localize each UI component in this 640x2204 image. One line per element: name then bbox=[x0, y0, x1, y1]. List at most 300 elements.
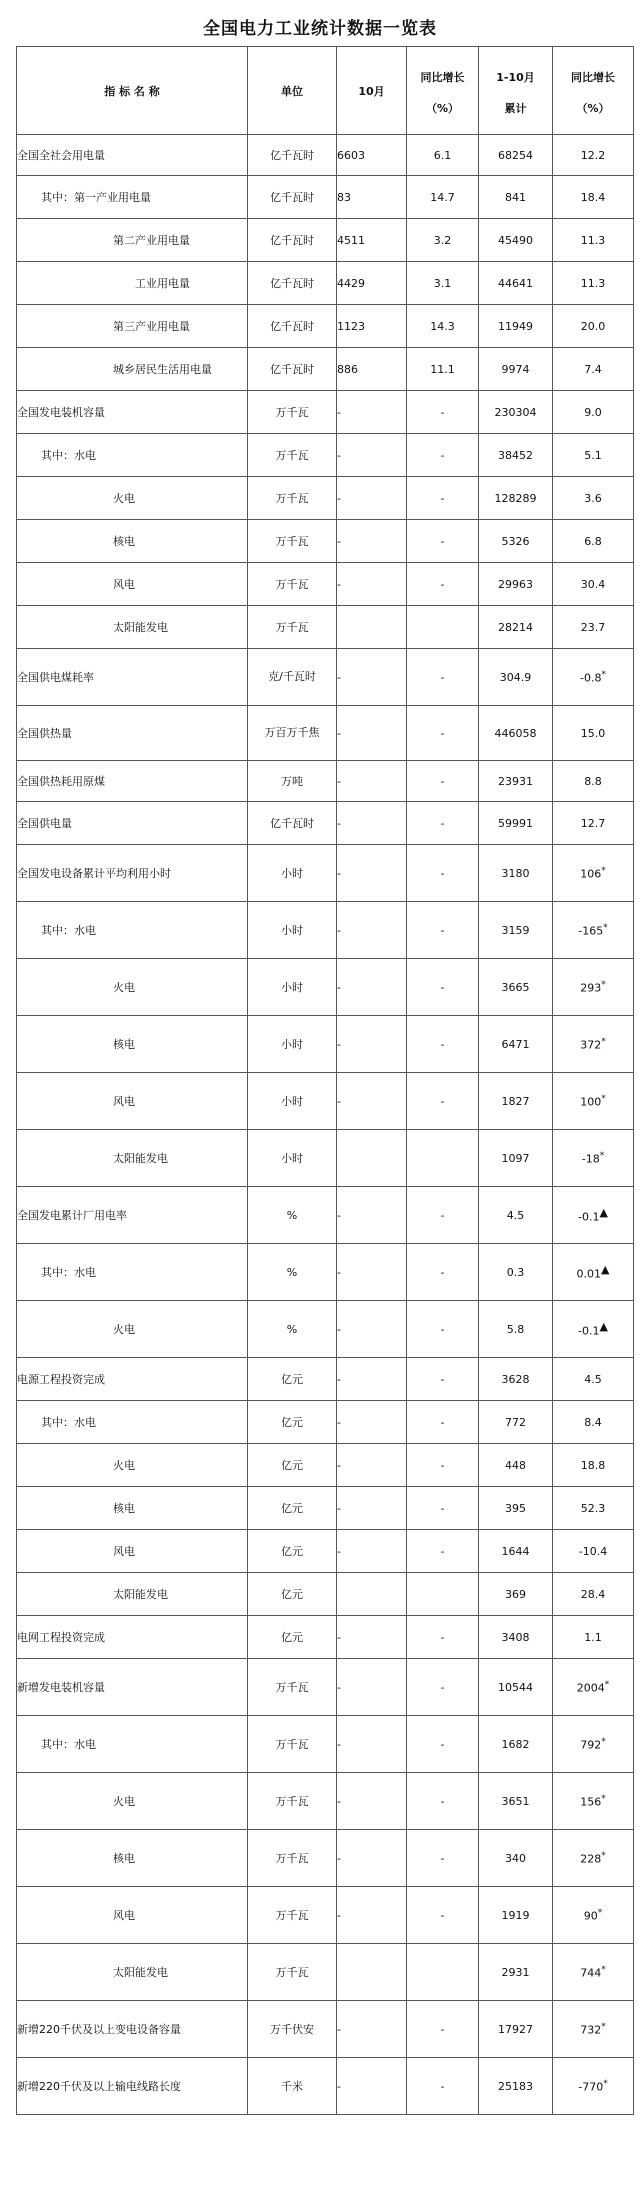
table-row bbox=[17, 606, 634, 649]
table-row bbox=[17, 176, 634, 219]
cumulative-value: 230304 bbox=[479, 391, 553, 434]
cumulative-yoy-value: 106 bbox=[580, 867, 602, 881]
cumulative-yoy-cell bbox=[553, 563, 634, 606]
month-value: - bbox=[337, 1301, 407, 1358]
cumulative-yoy-cell bbox=[553, 1573, 634, 1616]
month-value: - bbox=[337, 1830, 407, 1887]
cumulative-yoy-value: 12.2 bbox=[580, 148, 606, 162]
asterisk-marker: * bbox=[597, 1907, 603, 1918]
month-value: - bbox=[337, 391, 407, 434]
month-yoy-value: - bbox=[407, 1187, 479, 1244]
month-yoy-value: - bbox=[407, 1444, 479, 1487]
cumulative-value: 395 bbox=[479, 1487, 553, 1530]
month-yoy-value: - bbox=[407, 1830, 479, 1887]
table-row bbox=[17, 2058, 634, 2115]
asterisk-marker: * bbox=[601, 1093, 606, 1104]
cumulative-yoy-value: 2004 bbox=[576, 1681, 605, 1695]
asterisk-marker: * bbox=[601, 1036, 606, 1047]
cumulative-yoy-cell bbox=[553, 1830, 634, 1887]
month-value: 6603 bbox=[337, 135, 407, 176]
cumulative-yoy-cell bbox=[553, 305, 634, 348]
indicator-name: 火电 bbox=[17, 959, 248, 1016]
cumulative-yoy-value: 0.01 bbox=[576, 1267, 602, 1281]
month-yoy-value: - bbox=[407, 1301, 479, 1358]
indicator-name: 火电 bbox=[17, 1773, 248, 1830]
cumulative-value: 3628 bbox=[479, 1358, 553, 1401]
cumulative-yoy-cell bbox=[553, 761, 634, 802]
unit-cell: 亿千瓦时 bbox=[248, 135, 337, 176]
indicator-name: 其中：水电 bbox=[17, 1401, 248, 1444]
asterisk-marker: * bbox=[601, 1850, 606, 1861]
unit-cell: 亿千瓦时 bbox=[248, 219, 337, 262]
table-row bbox=[17, 305, 634, 348]
cumulative-value: 1644 bbox=[479, 1530, 553, 1573]
table-row bbox=[17, 1301, 634, 1358]
cumulative-yoy-cell bbox=[553, 1616, 634, 1659]
cumulative-value: 3180 bbox=[479, 845, 553, 902]
cumulative-yoy-value: -0.1 bbox=[578, 1210, 600, 1224]
table-row bbox=[17, 1401, 634, 1444]
indicator-name: 全国供电煤耗率 bbox=[17, 649, 248, 706]
unit-cell: 万千瓦 bbox=[248, 1830, 337, 1887]
cumulative-value: 3408 bbox=[479, 1616, 553, 1659]
month-value: - bbox=[337, 1444, 407, 1487]
unit-cell: 亿千瓦时 bbox=[248, 802, 337, 845]
indicator-name: 城乡居民生活用电量 bbox=[17, 348, 248, 391]
table-row bbox=[17, 706, 634, 761]
cumulative-yoy-value: 372 bbox=[580, 1038, 602, 1052]
triangle-marker-icon: ▲ bbox=[601, 1263, 610, 1277]
unit-cell: 亿元 bbox=[248, 1530, 337, 1573]
cumulative-yoy-value: 20.0 bbox=[580, 319, 606, 333]
cumulative-value: 3665 bbox=[479, 959, 553, 1016]
table-row bbox=[17, 1130, 634, 1187]
cumulative-yoy-value: 1.1 bbox=[584, 1630, 602, 1644]
unit-cell: 万千瓦 bbox=[248, 606, 337, 649]
table-row bbox=[17, 761, 634, 802]
header-indicator: 指 标 名 称 bbox=[17, 47, 248, 135]
cumulative-value: 0.3 bbox=[479, 1244, 553, 1301]
month-yoy-value: - bbox=[407, 520, 479, 563]
table-row bbox=[17, 1887, 634, 1944]
cumulative-yoy-cell bbox=[553, 391, 634, 434]
cumulative-value: 841 bbox=[479, 176, 553, 219]
cumulative-yoy-cell bbox=[553, 959, 634, 1016]
month-value: - bbox=[337, 1530, 407, 1573]
month-value bbox=[337, 1130, 407, 1187]
cumulative-value: 772 bbox=[479, 1401, 553, 1444]
cumulative-yoy-value: 8.4 bbox=[584, 1415, 602, 1429]
unit-cell: 亿元 bbox=[248, 1358, 337, 1401]
month-value: - bbox=[337, 1773, 407, 1830]
cumulative-value: 1682 bbox=[479, 1716, 553, 1773]
cumulative-value: 5326 bbox=[479, 520, 553, 563]
cumulative-yoy-cell bbox=[553, 1358, 634, 1401]
indicator-name: 风电 bbox=[17, 563, 248, 606]
month-yoy-value: - bbox=[407, 2058, 479, 2115]
month-value: - bbox=[337, 1487, 407, 1530]
cumulative-yoy-cell bbox=[553, 1016, 634, 1073]
cumulative-yoy-value: 156 bbox=[580, 1795, 602, 1809]
cumulative-value: 2931 bbox=[479, 1944, 553, 2001]
cumulative-yoy-value: -18 bbox=[581, 1152, 600, 1166]
cumulative-value: 45490 bbox=[479, 219, 553, 262]
cumulative-yoy-cell bbox=[553, 1244, 634, 1301]
month-yoy-value: - bbox=[407, 706, 479, 761]
cumulative-value: 17927 bbox=[479, 2001, 553, 2058]
unit-cell: 万千瓦 bbox=[248, 1716, 337, 1773]
indicator-name: 核电 bbox=[17, 1830, 248, 1887]
month-value: - bbox=[337, 1616, 407, 1659]
cumulative-value: 23931 bbox=[479, 761, 553, 802]
cumulative-value: 11949 bbox=[479, 305, 553, 348]
indicator-name: 电源工程投资完成 bbox=[17, 1358, 248, 1401]
unit-cell: 万千伏安 bbox=[248, 2001, 337, 2058]
cumulative-yoy-value: 792 bbox=[580, 1738, 602, 1752]
cumulative-yoy-value: 28.4 bbox=[580, 1587, 606, 1601]
indicator-name: 其中：第一产业用电量 bbox=[17, 176, 248, 219]
month-value: - bbox=[337, 761, 407, 802]
indicator-name: 全国供电量 bbox=[17, 802, 248, 845]
triangle-marker-icon: ▲ bbox=[599, 1320, 608, 1334]
month-value: - bbox=[337, 1401, 407, 1444]
cumulative-yoy-value: 90 bbox=[583, 1909, 598, 1923]
cumulative-yoy-cell bbox=[553, 2058, 634, 2115]
cumulative-yoy-value: -770 bbox=[578, 2080, 604, 2094]
table-row bbox=[17, 2001, 634, 2058]
cumulative-yoy-cell bbox=[553, 1187, 634, 1244]
indicator-name: 第二产业用电量 bbox=[17, 219, 248, 262]
indicator-name: 风电 bbox=[17, 1073, 248, 1130]
indicator-name: 其中：水电 bbox=[17, 1244, 248, 1301]
cumulative-value: 1827 bbox=[479, 1073, 553, 1130]
unit-cell: 万百万千焦 bbox=[248, 706, 337, 761]
cumulative-yoy-value: -10.4 bbox=[578, 1544, 608, 1558]
unit-cell: 亿千瓦时 bbox=[248, 262, 337, 305]
unit-cell: 克/千瓦时 bbox=[248, 649, 337, 706]
unit-cell: % bbox=[248, 1244, 337, 1301]
unit-cell: 小时 bbox=[248, 959, 337, 1016]
cumulative-yoy-cell bbox=[553, 1130, 634, 1187]
month-yoy-value bbox=[407, 1130, 479, 1187]
month-value: - bbox=[337, 434, 407, 477]
table-row bbox=[17, 563, 634, 606]
indicator-name: 全国发电累计厂用电率 bbox=[17, 1187, 248, 1244]
cumulative-yoy-value: 744 bbox=[580, 1966, 602, 1980]
cumulative-yoy-cell bbox=[553, 1301, 634, 1358]
table-row bbox=[17, 262, 634, 305]
cumulative-value: 3159 bbox=[479, 902, 553, 959]
month-value: - bbox=[337, 959, 407, 1016]
indicator-name: 火电 bbox=[17, 1301, 248, 1358]
cumulative-yoy-value: -165 bbox=[578, 924, 604, 938]
indicator-name: 全国全社会用电量 bbox=[17, 135, 248, 176]
indicator-name: 新增发电装机容量 bbox=[17, 1659, 248, 1716]
indicator-name: 全国供热量 bbox=[17, 706, 248, 761]
indicator-name: 第三产业用电量 bbox=[17, 305, 248, 348]
month-yoy-value: - bbox=[407, 1773, 479, 1830]
table-row bbox=[17, 1073, 634, 1130]
table-row bbox=[17, 1616, 634, 1659]
month-yoy-value: - bbox=[407, 1073, 479, 1130]
header-cumulative-top: 1-10月 bbox=[496, 71, 535, 84]
page-title: 全国电力工业统计数据一览表 bbox=[203, 19, 437, 39]
cumulative-yoy-cell bbox=[553, 434, 634, 477]
cumulative-value: 59991 bbox=[479, 802, 553, 845]
table-row bbox=[17, 1530, 634, 1573]
indicator-name: 其中：水电 bbox=[17, 434, 248, 477]
table-row bbox=[17, 802, 634, 845]
month-yoy-value: - bbox=[407, 1530, 479, 1573]
table-header-row bbox=[17, 47, 634, 135]
cumulative-value: 5.8 bbox=[479, 1301, 553, 1358]
month-yoy-value: - bbox=[407, 434, 479, 477]
month-value: - bbox=[337, 1716, 407, 1773]
table-row bbox=[17, 1358, 634, 1401]
cumulative-yoy-cell bbox=[553, 649, 634, 706]
cumulative-yoy-value: 11.3 bbox=[580, 276, 606, 290]
cumulative-yoy-cell bbox=[553, 1659, 634, 1716]
cumulative-yoy-cell bbox=[553, 1401, 634, 1444]
cumulative-value: 446058 bbox=[479, 706, 553, 761]
table-row bbox=[17, 1659, 634, 1716]
month-value: - bbox=[337, 563, 407, 606]
cumulative-value: 10544 bbox=[479, 1659, 553, 1716]
cumulative-yoy-value: 18.4 bbox=[580, 190, 606, 204]
indicator-name: 全国供热耗用原煤 bbox=[17, 761, 248, 802]
table-row bbox=[17, 959, 634, 1016]
header-month-yoy bbox=[407, 47, 479, 135]
cumulative-value: 304.9 bbox=[479, 649, 553, 706]
unit-cell: 万吨 bbox=[248, 761, 337, 802]
month-yoy-value: - bbox=[407, 1358, 479, 1401]
month-yoy-value: - bbox=[407, 391, 479, 434]
indicator-name: 太阳能发电 bbox=[17, 606, 248, 649]
cumulative-yoy-value: 732 bbox=[580, 2023, 602, 2037]
asterisk-marker: * bbox=[601, 1736, 606, 1747]
header-cumulative bbox=[479, 47, 553, 135]
table-row bbox=[17, 649, 634, 706]
cumulative-value: 9974 bbox=[479, 348, 553, 391]
cumulative-yoy-cell bbox=[553, 706, 634, 761]
triangle-marker-icon: ▲ bbox=[599, 1206, 608, 1220]
table-row bbox=[17, 1016, 634, 1073]
cumulative-value: 369 bbox=[479, 1573, 553, 1616]
indicator-name: 其中：水电 bbox=[17, 1716, 248, 1773]
asterisk-marker: * bbox=[601, 1793, 606, 1804]
month-value: - bbox=[337, 649, 407, 706]
cumulative-yoy-cell bbox=[553, 176, 634, 219]
month-yoy-value bbox=[407, 606, 479, 649]
asterisk-marker: * bbox=[603, 2078, 608, 2089]
month-value: - bbox=[337, 2001, 407, 2058]
asterisk-marker: * bbox=[604, 1679, 610, 1690]
month-value: - bbox=[337, 1016, 407, 1073]
month-value: - bbox=[337, 1073, 407, 1130]
month-value: - bbox=[337, 1659, 407, 1716]
table-row bbox=[17, 845, 634, 902]
indicator-name: 核电 bbox=[17, 1487, 248, 1530]
month-yoy-value: - bbox=[407, 902, 479, 959]
month-yoy-value: - bbox=[407, 1659, 479, 1716]
month-yoy-value: - bbox=[407, 1244, 479, 1301]
month-yoy-value: - bbox=[407, 2001, 479, 2058]
month-value: - bbox=[337, 477, 407, 520]
month-value bbox=[337, 606, 407, 649]
table-row bbox=[17, 135, 634, 176]
unit-cell: 千米 bbox=[248, 2058, 337, 2115]
cumulative-yoy-value: 52.3 bbox=[580, 1501, 606, 1515]
table-row bbox=[17, 434, 634, 477]
cumulative-value: 448 bbox=[479, 1444, 553, 1487]
cumulative-yoy-cell bbox=[553, 1887, 634, 1944]
cumulative-value: 68254 bbox=[479, 135, 553, 176]
cumulative-yoy-value: 100 bbox=[580, 1095, 602, 1109]
header-cumulative-yoy-bottom: （%） bbox=[576, 102, 610, 115]
month-yoy-value: - bbox=[407, 1487, 479, 1530]
indicator-name: 太阳能发电 bbox=[17, 1573, 248, 1616]
indicator-name: 太阳能发电 bbox=[17, 1130, 248, 1187]
month-value: 886 bbox=[337, 348, 407, 391]
month-value: - bbox=[337, 1358, 407, 1401]
month-value: - bbox=[337, 802, 407, 845]
cumulative-yoy-cell bbox=[553, 1773, 634, 1830]
cumulative-value: 6471 bbox=[479, 1016, 553, 1073]
month-yoy-value bbox=[407, 1573, 479, 1616]
table-row bbox=[17, 1716, 634, 1773]
unit-cell: 小时 bbox=[248, 1130, 337, 1187]
table-row bbox=[17, 477, 634, 520]
unit-cell: % bbox=[248, 1301, 337, 1358]
cumulative-yoy-value: 30.4 bbox=[580, 577, 606, 591]
month-value: - bbox=[337, 845, 407, 902]
cumulative-yoy-value: 12.7 bbox=[580, 816, 606, 830]
unit-cell: 亿千瓦时 bbox=[248, 176, 337, 219]
unit-cell: 万千瓦 bbox=[248, 563, 337, 606]
asterisk-marker: * bbox=[599, 1150, 605, 1161]
table-row bbox=[17, 1187, 634, 1244]
month-value: - bbox=[337, 706, 407, 761]
month-yoy-value: - bbox=[407, 1016, 479, 1073]
statistics-table bbox=[16, 46, 634, 2115]
cumulative-value: 128289 bbox=[479, 477, 553, 520]
asterisk-marker: * bbox=[601, 669, 606, 680]
indicator-name: 火电 bbox=[17, 1444, 248, 1487]
cumulative-yoy-cell bbox=[553, 2001, 634, 2058]
month-value: - bbox=[337, 902, 407, 959]
indicator-name: 工业用电量 bbox=[17, 262, 248, 305]
month-yoy-value: - bbox=[407, 802, 479, 845]
unit-cell: 亿元 bbox=[248, 1573, 337, 1616]
month-yoy-value bbox=[407, 1944, 479, 2001]
header-month-yoy-top: 同比增长 bbox=[420, 71, 465, 84]
table-row bbox=[17, 348, 634, 391]
cumulative-yoy-cell bbox=[553, 1444, 634, 1487]
cumulative-value: 38452 bbox=[479, 434, 553, 477]
month-value: 4511 bbox=[337, 219, 407, 262]
table-row bbox=[17, 219, 634, 262]
cumulative-value: 28214 bbox=[479, 606, 553, 649]
header-cumulative-yoy bbox=[553, 47, 634, 135]
unit-cell: 亿元 bbox=[248, 1487, 337, 1530]
cumulative-yoy-value: 3.6 bbox=[584, 491, 602, 505]
table-row bbox=[17, 1830, 634, 1887]
cumulative-yoy-value: 5.1 bbox=[584, 448, 602, 462]
month-yoy-value: 6.1 bbox=[407, 135, 479, 176]
table-row bbox=[17, 1244, 634, 1301]
indicator-name: 全国发电设备累计平均利用小时 bbox=[17, 845, 248, 902]
unit-cell: 万千瓦 bbox=[248, 1659, 337, 1716]
cumulative-yoy-cell bbox=[553, 348, 634, 391]
table-row bbox=[17, 1444, 634, 1487]
header-unit: 单位 bbox=[248, 47, 337, 135]
table-row bbox=[17, 391, 634, 434]
indicator-name: 风电 bbox=[17, 1887, 248, 1944]
cumulative-yoy-cell bbox=[553, 1530, 634, 1573]
indicator-name: 风电 bbox=[17, 1530, 248, 1573]
month-yoy-value: 11.1 bbox=[407, 348, 479, 391]
cumulative-yoy-value: 228 bbox=[580, 1852, 602, 1866]
asterisk-marker: * bbox=[601, 865, 606, 876]
month-value: - bbox=[337, 1244, 407, 1301]
table-row bbox=[17, 520, 634, 563]
cumulative-yoy-cell bbox=[553, 606, 634, 649]
cumulative-value: 4.5 bbox=[479, 1187, 553, 1244]
cumulative-yoy-cell bbox=[553, 1716, 634, 1773]
cumulative-value: 340 bbox=[479, 1830, 553, 1887]
unit-cell: 亿元 bbox=[248, 1444, 337, 1487]
unit-cell: 万千瓦 bbox=[248, 1773, 337, 1830]
unit-cell: 小时 bbox=[248, 1016, 337, 1073]
unit-cell: 万千瓦 bbox=[248, 434, 337, 477]
cumulative-yoy-cell bbox=[553, 1944, 634, 2001]
cumulative-yoy-value: 6.8 bbox=[584, 534, 602, 548]
cumulative-yoy-value: -0.8 bbox=[580, 671, 602, 685]
month-value: - bbox=[337, 2058, 407, 2115]
cumulative-yoy-cell bbox=[553, 802, 634, 845]
cumulative-yoy-value: 15.0 bbox=[580, 726, 606, 740]
asterisk-marker: * bbox=[601, 979, 606, 990]
indicator-name: 太阳能发电 bbox=[17, 1944, 248, 2001]
indicator-name: 火电 bbox=[17, 477, 248, 520]
month-value: 4429 bbox=[337, 262, 407, 305]
cumulative-yoy-cell bbox=[553, 135, 634, 176]
cumulative-yoy-cell bbox=[553, 520, 634, 563]
month-yoy-value: - bbox=[407, 1401, 479, 1444]
indicator-name: 新增220千伏及以上输电线路长度 bbox=[17, 2058, 248, 2115]
unit-cell: 亿元 bbox=[248, 1401, 337, 1444]
month-value: - bbox=[337, 1887, 407, 1944]
indicator-name: 其中：水电 bbox=[17, 902, 248, 959]
cumulative-yoy-cell bbox=[553, 1073, 634, 1130]
unit-cell: 亿千瓦时 bbox=[248, 305, 337, 348]
cumulative-yoy-value: 18.8 bbox=[580, 1458, 606, 1472]
month-yoy-value: - bbox=[407, 761, 479, 802]
month-yoy-value: - bbox=[407, 1887, 479, 1944]
month-yoy-value: - bbox=[407, 1616, 479, 1659]
month-yoy-value: 14.3 bbox=[407, 305, 479, 348]
unit-cell: 亿千瓦时 bbox=[248, 348, 337, 391]
cumulative-value: 25183 bbox=[479, 2058, 553, 2115]
cumulative-value: 3651 bbox=[479, 1773, 553, 1830]
cumulative-yoy-value: -0.1 bbox=[578, 1324, 600, 1338]
header-month: 10月 bbox=[337, 47, 407, 135]
cumulative-value: 1919 bbox=[479, 1887, 553, 1944]
asterisk-marker: * bbox=[603, 922, 608, 933]
month-yoy-value: - bbox=[407, 1716, 479, 1773]
header-cumulative-yoy-top: 同比增长 bbox=[571, 71, 615, 84]
month-value: 1123 bbox=[337, 305, 407, 348]
